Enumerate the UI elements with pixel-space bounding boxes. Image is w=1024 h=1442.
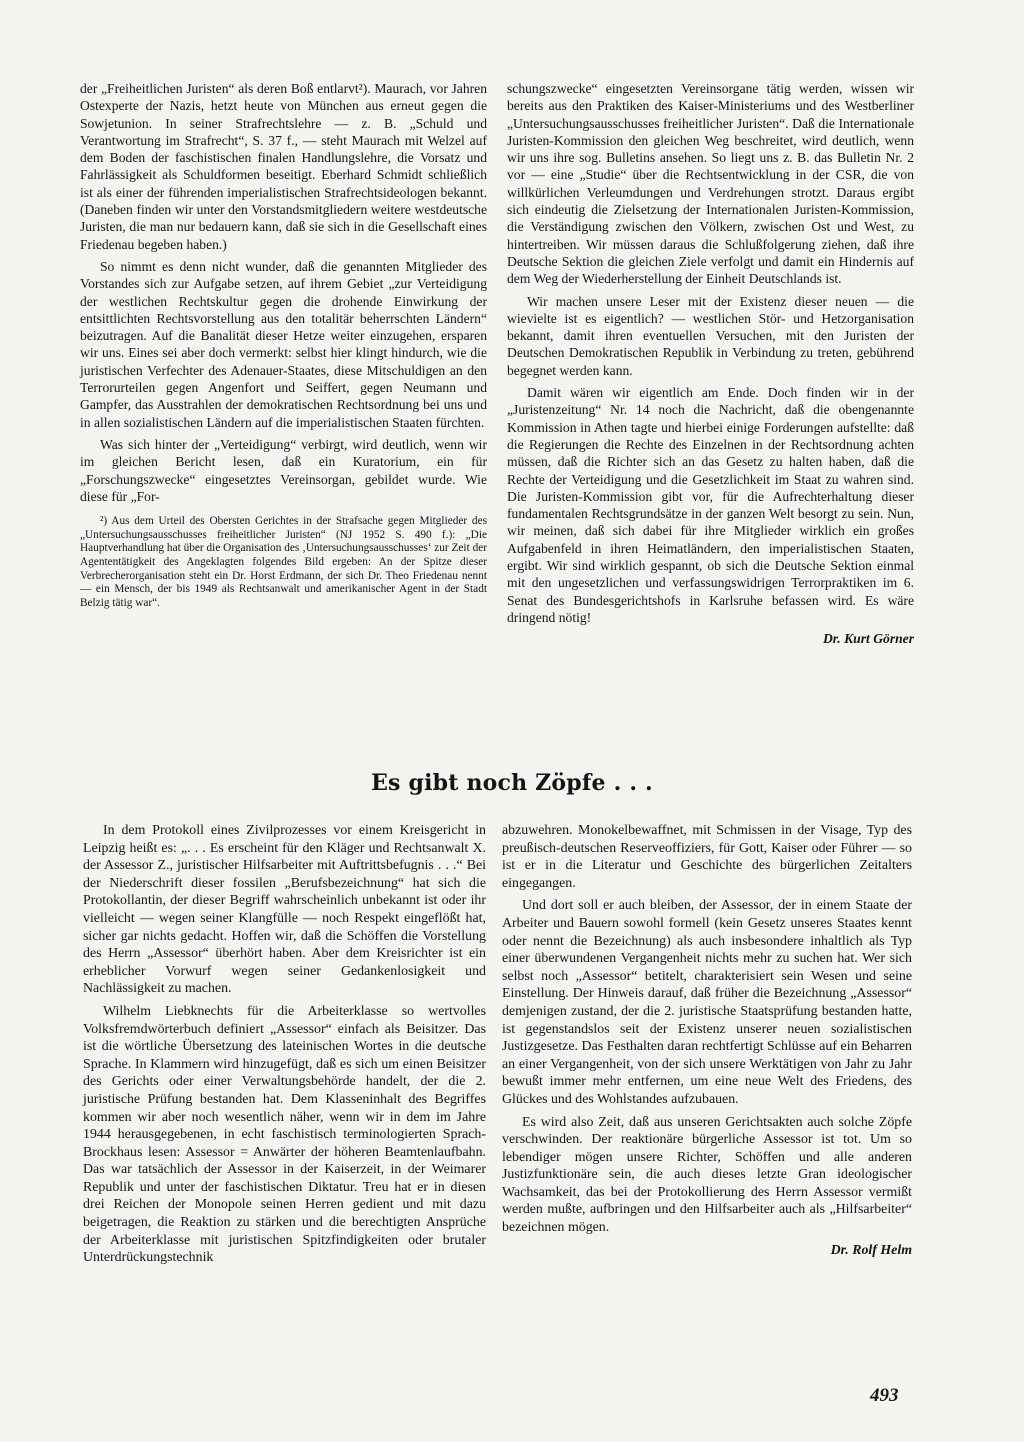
author-signature: Dr. Rolf Helm xyxy=(830,1242,912,1258)
article2-column-right xyxy=(502,822,912,1259)
article1-column-left xyxy=(80,80,487,610)
article1-column-right xyxy=(507,80,914,648)
paragraph: Was sich hinter der „Verteidigung“ verbirgt, wird deutlich, wenn wir im gleichen Bericht lesen, daß ein Kuratorium, ein für „Forschungszwecke“ eingesetztes Vereinsorgan, gebildet wurde. Wie diese für „For- xyxy=(80,436,487,504)
paragraph: In dem Protokoll eines Zivilprozesses vor einem Kreisgericht in Leipzig heißt es: „. . . Es erscheint für den Kläger und Rechtsanwalt X. der Assessor Z., juristischer Hilfsarbeiter mit Auftrittsbefugnis . . .“ Bei der Niederschrift dieser fossilen „Berufsbezeichnung“ hat sich die Protokollantin, der dieser Begriff wahrscheinlich unbekannt ist oder ihr vielleicht — wegen seiner Klangfülle — noch Respekt eingeflößt hat, sicher gar nichts gedacht. Hoffen wir, daß die Schöffen die Vorstellung des Herrn „Assessor“ überhört haben. Aber dem Kreisrichter ist ein erheblicher Vorwurf wegen seiner Gedankenlosigkeit und Nachlässigkeit zu machen. xyxy=(83,823,486,997)
page-number: 493 xyxy=(870,1385,899,1406)
paragraph: Damit wären wir eigentlich am Ende. Doch finden wir in der „Juristenzeitung“ Nr. 14 noch die Nachricht, daß die obengenannte Kommission in Athen tagte und hierbei einige Forderungen aufstellte: daß die Regierungen die Rechte des Einzelnen in der Rechtsordnung achten müssen, daß die Richter sich an das Gesetz zu halten haben, daß die Rechte der Verteidigung und die Gesetzlichkeit im Staat zu wahren sind. Die Juristen-Kommission gibt vor, für die Aufrechterhaltung dieser fundamentalen Rechtsgrundsätze in der ganzen Welt besorgt zu sein. Nun, wir meinen, daß sich dabei für ihre Mitglieder wirklich ein großes Aufgabenfeld in ihren Heimatländern, den imperialistischen Staaten, ergibt. Wir sind wirklich gespannt, ob sich die Deutsche Sektion einmal mit den ungesetzlichen und verfassungswidrigen Terrorpraktiken im 6. Senat des Bundesgerichtshofs in Karlsruhe befassen wird. Es wäre dringend nötig! xyxy=(507,385,914,625)
paragraph: So nimmt es denn nicht wunder, daß die genannten Mitglieder des Vorstandes sich zur Aufgabe setzen, auf ihrem Gebiet „zur Verteidigung der westlichen Rechtskultur gegen die drohende Einwirkung der entsittlichten Rechtsvorstellung aus den totalitär beherrschten Ländern“ beizutragen. Auf die Banalität dieser Hetze weiter einzugehen, ersparen wir uns. Eines sei aber doch vermerkt: selbst hier klingt hindurch, wie die juristischen Verfechter des Adenauer-Staates, diese Mitschuldigen an den Terrorurteilen gegen Angenfort und Seiffert, gegen Neumann und Gampfer, das Ausstrahlen der demokratischen Rechtsordnung bei uns und in allen sozialistischen Ländern auf die imperialistischen Staaten fürchten. xyxy=(80,258,487,430)
article-title: Es gibt noch Zöpfe . . . xyxy=(371,770,653,796)
paragraph: Es wird also Zeit, daß aus unseren Gerichtsakten auch solche Zöpfe verschwinden. Der reaktionäre bürgerliche Assessor ist tot. Um so lebendiger mögen unsere Richter, Schöffen und alle anderen Justizfunktionäre sein, die auch dieses letzte Gran ideologischer Wachsamkeit, das bei der Protokollierung des Herrn Assessor vermißt werden mußte, aufbringen und den Hilfsarbeiter auch als „Hilfsarbeiter“ bezeichnen mögen. xyxy=(502,1114,912,1236)
paragraph: Wilhelm Liebknechts für die Arbeiterklasse so wertvolles Volksfremdwörterbuch definiert „Assessor“ einfach als Beisitzer. Das ist die wörtliche Übersetzung des lateinischen Wortes in die deutsche Sprache. In Klammern wird hinzugefügt, daß es sich um einen Beisitzer des Gerichts oder einer Verwaltungsbehörde handelt, der die 2. juristische Prüfung bestanden hat. Dem Klasseninhalt des Begriffes kommen wir aber noch wesentlich näher, wenn wir in dem im Jahre 1944 herausgegebenen, in echt faschistisch terminologierten Sprach-Brockhaus lesen: Assessor = Anwärter der höheren Beamtenlaufbahn. Das war tatsächlich der Assessor in der Kaiserzeit, in der Weimarer Republik und unter der faschistischen Diktatur. Treu hat er in diesen drei Reichen der Monopole seinen Herren gedient und mit dazu beigetragen, die Reaktion zu stärken und die berechtigten Ansprüche der Arbeiterklasse mit juristischen Spitzfindigkeiten oder brutaler Unterdrückungstechnik xyxy=(83,1003,486,1266)
footnote: ²) Aus dem Urteil des Obersten Gerichtes in der Strafsache gegen Mitglieder des „Untersuchungsausschusses freiheitlicher Juristen“ (NJ 1952 S. 490 f.): „Die Hauptverhandlung hat über die Organisation des ‚Untersuchungsausschusses‘ zur Zeit der Agententätigkeit des Angeklagten folgendes Bild ergeben: An der Spitze dieser Verbrecherorganisation steht ein Dr. Horst Erdmann, der sich Dr. Theo Friedenau nennt — ein Mensch, der bis 1949 als Rechtsanwalt und amerikanischer Agent in der Stadt Belzig tätig war“. xyxy=(80,515,487,609)
paragraph: der „Freiheitlichen Juristen“ als deren Boß entlarvt²). Maurach, vor Jahren Ostexperte der Nazis, hetzt heute von München aus erneut gegen die Sowjetunion. In seiner Strafrechtslehre — z. B. „Schuld und Verantwortung im Strafrecht“, S. 37 f., — steht Maurach mit Welzel auf dem Boden der faschistischen finalen Handlungslehre, die Vorsatz und Fahrlässigkeit als Schuldformen beseitigt. Eberhard Schmidt schließlich ist als einer der führenden imperialistischen Strafrechtsideologen bekannt. (Daneben finden wir unter den Vorstandsmitgliedern weitere westdeutsche Juristen, die man nur bedauern kann, daß sie sich in die Gesellschaft eines Friedenau begeben haben.) xyxy=(80,81,487,252)
paragraph: abzuwehren. Monokelbewaffnet, mit Schmissen in der Visage, Typ des preußisch-deutschen Reserveoffiziers, für Gott, Kaiser oder Führer — so ist er in die Literatur und Geschichte des bürgerlichen Zeitalters eingegangen. xyxy=(502,823,912,891)
author-signature: Dr. Kurt Görner xyxy=(822,631,914,647)
paragraph: Wir machen unsere Leser mit der Existenz dieser neuen — die wievielte ist es eigentlich? — westlichen Stör- und Hetzorganisation bekannt, damit ihren eventuellen Versuchen, mit den Juristen der Deutschen Demokratischen Republik in Verbindung zu treten, gebührend begegnet werden kann. xyxy=(507,293,914,378)
article2-column-left xyxy=(83,822,486,1272)
paragraph: schungszwecke“ eingesetzten Vereinsorgane tätig werden, wissen wir bereits aus den Praktiken des Kaiser-Ministeriums und des Westberliner „Untersuchungsausschusses freiheitlicher Juristen“. Daß die Internationale Juristen-Kommission den gleichen Weg beschreitet, wird deutlich, wenn wir uns ihre sog. Bulletins ansehen. So liegt uns z. B. das Bulletin Nr. 2 vor — eine „Studie“ über die Rechtsentwicklung in der CSR, die von willkürlichen Verleumdungen und Verdrehungen strotzt. Daraus ergibt sich eindeutig die Zielsetzung der Internationalen Juristen-Kommission, die Verständigung zwischen den Völkern, zwischen Ost und West, zu hintertreiben. Wir müssen daraus die Schlußfolgerung ziehen, daß ihre Deutsche Sektion die gleichen Ziele verfolgt und damit ein Hindernis auf dem Weg der Wiederherstellung der Einheit Deutschlands ist. xyxy=(507,81,914,287)
paragraph: Und dort soll er auch bleiben, der Assessor, der in einem Staate der Arbeiter und Bauern sowohl formell (kein Gesetz unseres Staates kennt oder nennt die Bezeichnung) als auch insbesondere inhaltlich als Typ einer überwundenen Vergangenheit nichts mehr zu suchen hat. Wer sich selbst noch „Assessor“ betitelt, charakterisiert sein Wesen und seine Einstellung. Der Hinweis darauf, daß früher die Bezeichnung „Assessor“ demjenigen zustand, der die 2. juristische Staatsprüfung bestanden hatte, ist gegenstandslos seit der Existenz unserer neuen sozialistischen Justizgesetze. Das Festhalten daran rechtfertigt Schlüsse auf ein Beharren an einer Vergangenheit, von der sich unsere Werktätigen von Jahr zu Jahr bewußt immer mehr entfernen, um eine neue Welt des Friedens, des Glückes und des Wohlstandes aufzubauen. xyxy=(502,898,912,1107)
